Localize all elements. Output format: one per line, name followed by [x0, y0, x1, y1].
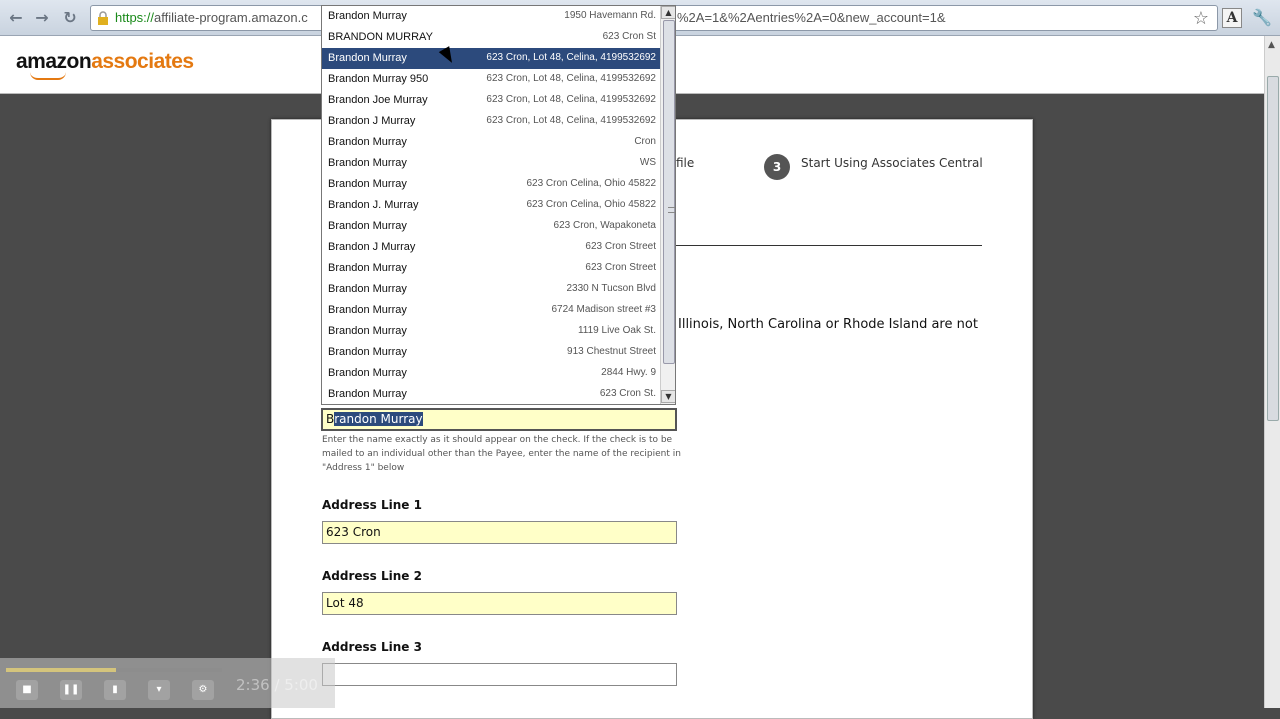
autocomplete-item[interactable] [322, 363, 660, 384]
scroll-down-icon[interactable]: ▼ [661, 390, 676, 403]
autocomplete-item-name: Brandon Murray [328, 10, 407, 22]
autocomplete-item-name: Brandon Joe Murray [328, 94, 428, 106]
captions-icon[interactable]: ▾ [148, 680, 170, 700]
autocomplete-item-name: Brandon J Murray [328, 241, 416, 253]
payee-help-text: Enter the name exactly as it should appear on the check. If the check is to be mailed to an individual other than the Payee, enter the name of the recipient in "Address 1" below [322, 435, 681, 473]
autocomplete-item-address: 1119 Live Oak St. [577, 325, 656, 336]
autocomplete-item-name: Brandon Murray [328, 52, 407, 64]
scroll-up-icon[interactable]: ▲ [661, 6, 676, 19]
autocomplete-item[interactable] [322, 300, 660, 321]
autocomplete-item-name: BRANDON MURRAY [328, 31, 433, 43]
address2-input[interactable]: Lot 48 [322, 592, 677, 615]
amazon-smile-icon [30, 72, 66, 80]
autocomplete-item-address: 1950 Havemann Rd. [564, 10, 656, 21]
autocomplete-scrollbar-thumb[interactable] [663, 20, 675, 364]
autocomplete-item-address: 6724 Madison street #3 [551, 304, 656, 315]
grip-icon [668, 207, 676, 213]
autocomplete-item-address: Cron [634, 136, 656, 147]
autocomplete-item[interactable] [322, 342, 660, 363]
autocomplete-item[interactable] [322, 195, 660, 216]
autocomplete-item-name: Brandon Murray [328, 262, 407, 274]
wrench-icon[interactable]: 🔧 [1252, 8, 1272, 27]
autocomplete-item-address: 2330 N Tucson Blvd [566, 283, 656, 294]
autocomplete-item[interactable] [322, 48, 660, 69]
autocomplete-item-address: 623 Cron, Lot 48, Celina, 4199532692 [486, 115, 656, 126]
autocomplete-item-address: 623 Cron, Lot 48, Celina, 4199532692 [486, 73, 656, 84]
autocomplete-item-name: Brandon Murray [328, 283, 407, 295]
autocomplete-item-name: Brandon Murray [328, 325, 407, 337]
autocomplete-item[interactable] [322, 237, 660, 258]
autocomplete-item-address: 623 Cron St [602, 31, 656, 42]
autocomplete-item-address: 623 Cron Street [585, 262, 656, 273]
autocomplete-item-address: 623 Cron Celina, Ohio 45822 [526, 199, 656, 210]
autocomplete-item-name: Brandon J Murray [328, 115, 416, 127]
address1-label: Address Line 1 [322, 498, 422, 512]
autocomplete-item-name: Brandon Murray [328, 388, 407, 400]
autocomplete-item[interactable] [322, 6, 660, 27]
autocomplete-item[interactable] [322, 132, 660, 153]
step-2-label-fragment: file [676, 156, 695, 170]
amazon-associates-logo[interactable]: amazonassociates [16, 50, 194, 73]
autocomplete-item-address: 623 Cron Street [585, 241, 656, 252]
step-3-number: 3 [764, 154, 790, 180]
lock-icon [97, 11, 109, 25]
url-tail-text: %2A=1&%2Aentries%2A=0&new_account=1& [677, 10, 946, 25]
bookmark-star-icon[interactable]: ☆ [1192, 8, 1209, 29]
reload-icon[interactable]: ↻ [63, 8, 77, 27]
video-progress-fill [6, 668, 116, 672]
autocomplete-item-name: Brandon Murray [328, 220, 407, 232]
autocomplete-item-address: 623 Cron, Lot 48, Celina, 4199532692 [486, 52, 656, 63]
forward-icon[interactable]: → [35, 8, 49, 27]
autocomplete-item[interactable] [322, 153, 660, 174]
autocomplete-item-name: Brandon Murray [328, 136, 407, 148]
settings-icon[interactable]: ⚙ [192, 680, 214, 700]
page-scrollbar-thumb[interactable] [1267, 76, 1279, 421]
page-scrollbar[interactable] [1264, 36, 1280, 708]
autocomplete-item-address: 623 Cron St. [599, 388, 656, 399]
payee-selected-text: randon Murray [334, 412, 423, 426]
address3-label: Address Line 3 [322, 640, 422, 654]
autocomplete-item[interactable] [322, 384, 660, 405]
autocomplete-item-name: Brandon J. Murray [328, 199, 419, 211]
video-time: 2:36 / 5:00 [236, 676, 318, 694]
autocomplete-item-name: Brandon Murray 950 [328, 73, 429, 85]
autocomplete-item[interactable] [322, 216, 660, 237]
video-player-controls [0, 658, 335, 708]
autocomplete-item-name: Brandon Murray [328, 367, 407, 379]
autocomplete-item-address: 913 Chestnut Street [567, 346, 656, 357]
address3-input[interactable] [322, 663, 677, 686]
state-notice-text: Illinois, North Carolina or Rhode Island are not [678, 317, 978, 332]
video-progress-bar[interactable] [6, 668, 222, 672]
stop-icon[interactable]: ■ [16, 680, 38, 700]
autocomplete-item[interactable] [322, 174, 660, 195]
autocomplete-dropdown[interactable] [321, 5, 676, 405]
scroll-up-icon[interactable]: ▲ [1268, 40, 1275, 50]
autocomplete-item-address: WS [639, 157, 656, 168]
page-text-icon[interactable]: A [1222, 8, 1242, 28]
payee-input[interactable] [321, 408, 677, 431]
autocomplete-item[interactable] [322, 27, 660, 48]
autocomplete-item[interactable] [322, 258, 660, 279]
autocomplete-item[interactable] [322, 279, 660, 300]
volume-icon[interactable]: ▮ [104, 680, 126, 700]
back-icon[interactable]: ← [9, 8, 23, 27]
divider [676, 245, 982, 246]
address1-input[interactable]: 623 Cron [322, 521, 677, 544]
autocomplete-scrollbar[interactable] [660, 6, 676, 404]
autocomplete-item-name: Brandon Murray [328, 157, 407, 169]
autocomplete-item-name: Brandon Murray [328, 178, 407, 190]
address2-label: Address Line 2 [322, 569, 422, 583]
autocomplete-item-address: 623 Cron Celina, Ohio 45822 [526, 178, 656, 189]
autocomplete-item[interactable] [322, 321, 660, 342]
autocomplete-item-address: 623 Cron, Lot 48, Celina, 4199532692 [486, 94, 656, 105]
autocomplete-item-address: 2844 Hwy. 9 [601, 367, 656, 378]
payee-typed-text: B [326, 412, 335, 426]
autocomplete-item[interactable] [322, 111, 660, 132]
url-text: https://affiliate-program.amazon.c [115, 10, 308, 25]
autocomplete-item[interactable] [322, 69, 660, 90]
autocomplete-item-address: 623 Cron, Wapakoneta [553, 220, 656, 231]
autocomplete-item-name: Brandon Murray [328, 304, 407, 316]
autocomplete-item-name: Brandon Murray [328, 346, 407, 358]
step-3-label: Start Using Associates Central [801, 156, 983, 170]
autocomplete-item[interactable] [322, 90, 660, 111]
pause-icon[interactable]: ❚❚ [60, 680, 82, 700]
